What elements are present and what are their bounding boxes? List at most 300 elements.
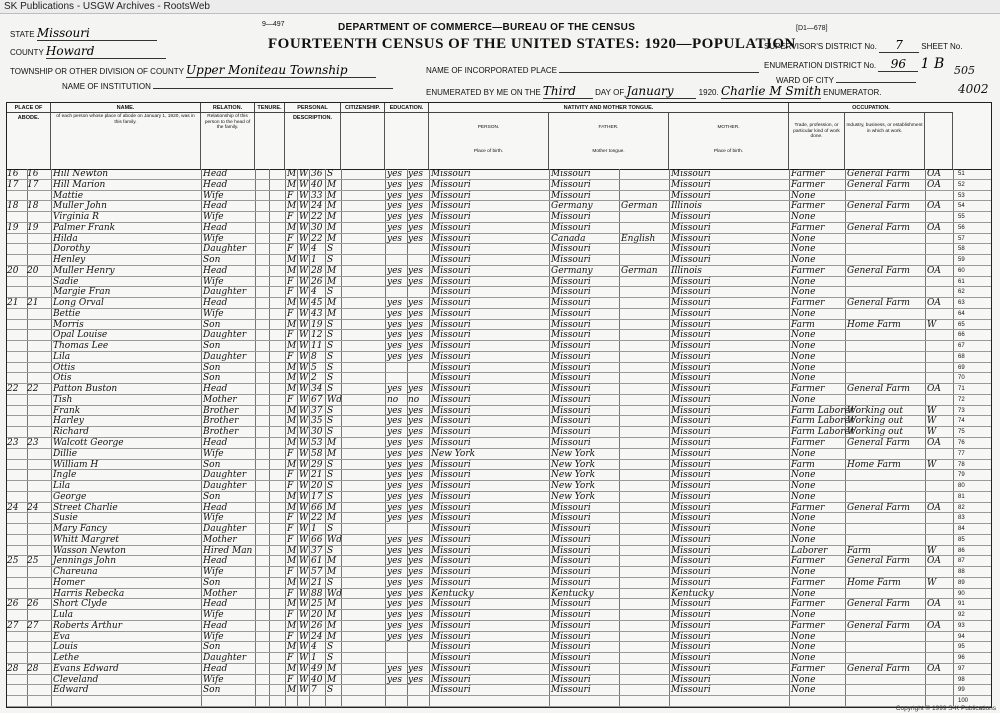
cell-ms: S: [327, 416, 334, 427]
cell-sex: M: [287, 298, 297, 309]
cell-birth: Missouri: [431, 610, 471, 621]
group-tenure: TENURE.: [255, 103, 285, 113]
cell-family: 26: [27, 599, 39, 610]
cell-fbirth: Missouri: [551, 394, 591, 405]
cell-write: yes: [408, 556, 424, 567]
cell-read: yes: [387, 427, 403, 438]
cell-name: Mattie: [53, 190, 84, 201]
cell-mbirth: Missouri: [671, 545, 711, 556]
line-number: 93: [958, 622, 965, 629]
cell-rel: Wife: [203, 190, 224, 201]
cell-birth: Kentucky: [431, 588, 474, 599]
subheader-person: PERSON. Place of birth.: [429, 113, 549, 169]
cell-write: yes: [408, 351, 424, 362]
line-number: 67: [958, 343, 965, 350]
cell-read: yes: [387, 545, 403, 556]
cell-cls: W: [927, 577, 937, 588]
cell-fbirth: Missouri: [551, 212, 591, 223]
cell-read: yes: [387, 201, 403, 212]
cell-fbirth: Missouri: [551, 545, 591, 556]
cell-ms: M: [327, 567, 337, 578]
cell-rel: Wife: [203, 674, 224, 685]
group-education: EDUCATION.: [385, 103, 429, 113]
cell-race: W: [299, 459, 309, 470]
cell-occ: Farmer: [791, 502, 825, 513]
supervisor-value: 7: [879, 38, 919, 53]
cell-read: yes: [387, 233, 403, 244]
cell-ind: Working out: [847, 416, 903, 427]
cell-write: yes: [408, 491, 424, 502]
cell-sex: M: [287, 319, 297, 330]
cell-ms: S: [327, 481, 334, 492]
county-value: Howard: [46, 44, 166, 59]
cell-cls: OA: [927, 169, 941, 179]
cell-read: yes: [387, 599, 403, 610]
cell-name: Dillie: [53, 448, 78, 459]
cell-occ: None: [791, 190, 816, 201]
cell-cls: OA: [927, 438, 941, 448]
cell-mbirth: Missouri: [671, 556, 711, 567]
cell-age: 25: [311, 599, 323, 610]
cell-age: 17: [311, 491, 323, 502]
cell-ms: S: [327, 341, 334, 352]
cell-age: 4: [311, 244, 317, 255]
cell-age: 22: [311, 233, 323, 244]
cell-write: yes: [408, 190, 424, 201]
line-number: 92: [958, 612, 965, 619]
cell-read: yes: [387, 330, 403, 341]
cell-mbirth: Missouri: [671, 222, 711, 233]
cell-rel: Wife: [203, 631, 224, 642]
cell-mbirth: Missouri: [671, 330, 711, 341]
cell-race: W: [299, 438, 309, 448]
table-row: [7, 330, 991, 341]
cell-age: 26: [311, 276, 323, 287]
cell-birth: Missouri: [431, 545, 471, 556]
cell-birth: Missouri: [431, 255, 471, 266]
cell-read: yes: [387, 491, 403, 502]
cell-birth: Missouri: [431, 534, 471, 545]
cell-cls: OA: [927, 265, 941, 276]
cell-name: Harley: [53, 416, 84, 427]
cell-name: Ottis: [53, 362, 76, 373]
cell-sex: M: [287, 642, 297, 653]
cell-race: W: [299, 470, 309, 481]
table-row: [7, 546, 991, 557]
line-number: 54: [958, 203, 965, 210]
cell-ms: S: [327, 351, 334, 362]
cell-occ: None: [791, 212, 816, 223]
cell-fbirth: Missouri: [551, 438, 591, 448]
cell-fbirth: Missouri: [551, 524, 591, 535]
cell-rel: Daughter: [203, 287, 247, 298]
cell-rel: Daughter: [203, 470, 247, 481]
line-number: 84: [958, 526, 965, 533]
line-number: 95: [958, 644, 965, 651]
cell-rel: Head: [203, 384, 228, 395]
cell-age: 88: [311, 588, 323, 599]
group-personal: PERSONAL DESCRIPTION.: [285, 103, 341, 113]
cell-race: W: [299, 190, 309, 201]
cell-mbirth: Missouri: [671, 674, 711, 685]
cell-ms: M: [327, 308, 337, 319]
cell-ms: M: [327, 276, 337, 287]
cell-name: Lila: [53, 351, 71, 362]
line-number: 56: [958, 224, 965, 231]
cell-age: 40: [311, 674, 323, 685]
cell-birth: Missouri: [431, 653, 471, 664]
cell-occ: None: [791, 513, 816, 524]
table-row: [7, 599, 991, 610]
cell-birth: Missouri: [431, 373, 471, 384]
cell-write: yes: [408, 212, 424, 223]
cell-ms: M: [327, 599, 337, 610]
cell-birth: Missouri: [431, 341, 471, 352]
cell-mbirth: Missouri: [671, 394, 711, 405]
cell-sex: F: [287, 674, 294, 685]
cell-name: Chareuna: [53, 567, 98, 578]
cell-age: 67: [311, 394, 323, 405]
cell-fbirth: Missouri: [551, 169, 591, 179]
enumerator-name: Charlie M Smith: [720, 84, 822, 98]
cell-cls: W: [927, 459, 937, 470]
table-row: [7, 427, 991, 438]
cell-read: yes: [387, 448, 403, 459]
cell-rel: Head: [203, 169, 228, 179]
cell-write: yes: [408, 545, 424, 556]
cell-fbirth: Missouri: [551, 427, 591, 438]
line-number: 78: [958, 461, 965, 468]
cell-rel: Hired Man: [203, 545, 253, 556]
cell-write: yes: [408, 179, 424, 190]
cell-age: 37: [311, 545, 323, 556]
cell-write: yes: [408, 481, 424, 492]
table-row: [7, 481, 991, 492]
cell-mbirth: Missouri: [671, 620, 711, 631]
cell-ind: General Farm: [847, 222, 910, 233]
cell-ind: General Farm: [847, 384, 910, 395]
cell-age: 1: [311, 524, 317, 535]
line-number: 99: [958, 687, 965, 694]
cell-name: Susie: [53, 513, 78, 524]
cell-ind: General Farm: [847, 599, 910, 610]
cell-cls: OA: [927, 384, 941, 395]
cell-rel: Brother: [203, 416, 239, 427]
cell-cls: OA: [927, 620, 941, 631]
cell-mbirth: Missouri: [671, 233, 711, 244]
cell-dwelling: 17: [7, 179, 19, 190]
cell-ind: General Farm: [847, 169, 910, 179]
cell-name: Otis: [53, 373, 72, 384]
cell-dwelling: 25: [7, 556, 19, 567]
cell-name: George: [53, 491, 87, 502]
table-row: [7, 287, 991, 298]
cell-mbirth: Missouri: [671, 470, 711, 481]
cell-sex: F: [287, 287, 294, 298]
cell-race: W: [299, 276, 309, 287]
cell-name: Muller John: [53, 201, 107, 212]
cell-birth: Missouri: [431, 362, 471, 373]
cell-sex: M: [287, 685, 297, 696]
cell-occ: Farmer: [791, 201, 825, 212]
cell-read: yes: [387, 416, 403, 427]
cell-rel: Son: [203, 459, 221, 470]
cell-read: yes: [387, 567, 403, 578]
cell-write: yes: [408, 265, 424, 276]
cell-name: Opal Louise: [53, 330, 108, 341]
cell-sex: M: [287, 577, 297, 588]
cell-name: Long Orval: [53, 298, 104, 309]
cell-write: yes: [408, 502, 424, 513]
cell-cls: OA: [927, 298, 941, 309]
cell-mbirth: Illinois: [671, 201, 702, 212]
cell-write: yes: [408, 513, 424, 524]
cell-age: 4: [311, 287, 317, 298]
cell-sex: M: [287, 362, 297, 373]
cell-write: yes: [408, 577, 424, 588]
cell-occ: None: [791, 330, 816, 341]
cell-age: 4: [311, 642, 317, 653]
line-number: 53: [958, 192, 965, 199]
line-number: 73: [958, 407, 965, 414]
line-number: 90: [958, 590, 965, 597]
cell-occ: None: [791, 341, 816, 352]
cell-sex: F: [287, 653, 294, 664]
cell-write: no: [408, 394, 420, 405]
cell-fbirth: Missouri: [551, 513, 591, 524]
cell-mbirth: Missouri: [671, 276, 711, 287]
cell-name: William H: [53, 459, 99, 470]
cell-race: W: [299, 330, 309, 341]
cell-rel: Daughter: [203, 244, 247, 255]
cell-sex: M: [287, 255, 297, 266]
cell-read: yes: [387, 298, 403, 309]
cell-mbirth: Missouri: [671, 577, 711, 588]
cell-ind: General Farm: [847, 265, 910, 276]
cell-sex: F: [287, 233, 294, 244]
cell-read: yes: [387, 620, 403, 631]
cell-mbirth: Missouri: [671, 438, 711, 448]
cell-fbirth: Missouri: [551, 330, 591, 341]
cell-race: W: [299, 556, 309, 567]
line-number: 59: [958, 257, 965, 264]
window-title-bar: [0, 0, 1000, 14]
cell-race: W: [299, 373, 309, 384]
cell-write: yes: [408, 438, 424, 448]
cell-race: W: [299, 513, 309, 524]
cell-age: 20: [311, 481, 323, 492]
cell-fbirth: New York: [551, 448, 596, 459]
cell-age: 11: [311, 341, 323, 352]
cell-race: W: [299, 642, 309, 653]
line-number: 51: [958, 171, 965, 177]
line-number: 75: [958, 429, 965, 436]
line-number: 70: [958, 375, 965, 382]
cell-ms: M: [327, 298, 337, 309]
cell-race: W: [299, 308, 309, 319]
cell-write: yes: [408, 233, 424, 244]
cell-sex: F: [287, 631, 294, 642]
cell-ms: M: [327, 610, 337, 621]
cell-ms: M: [327, 222, 337, 233]
group-name: NAME.: [51, 103, 201, 113]
subheader-father: FATHER. Mother tongue.: [549, 113, 669, 169]
cell-occ: Farmer: [791, 222, 825, 233]
cell-read: yes: [387, 674, 403, 685]
cell-read: yes: [387, 577, 403, 588]
cell-occ: None: [791, 674, 816, 685]
cell-ms: M: [327, 674, 337, 685]
cell-occ: Farm: [791, 459, 815, 470]
cell-age: 1: [311, 653, 317, 664]
cell-write: yes: [408, 276, 424, 287]
cell-fbirth: Missouri: [551, 685, 591, 696]
cell-family: 27: [27, 620, 39, 631]
cell-sex: M: [287, 169, 297, 179]
cell-cls: OA: [927, 502, 941, 513]
cell-write: yes: [408, 663, 424, 674]
cell-write: yes: [408, 308, 424, 319]
cell-age: 49: [311, 663, 323, 674]
census-sheet-inner: [6, 18, 992, 708]
cell-rel: Wife: [203, 308, 224, 319]
cell-write: yes: [408, 298, 424, 309]
cell-occ: Farmer: [791, 577, 825, 588]
cell-race: W: [299, 674, 309, 685]
cell-fbirth: Germany: [551, 265, 593, 276]
cell-sex: F: [287, 330, 294, 341]
cell-ms: S: [327, 577, 334, 588]
cell-occ: None: [791, 481, 816, 492]
line-number: 100: [958, 698, 969, 705]
ward-field: WARD OF CITY: [776, 76, 916, 85]
cell-ms: M: [327, 179, 337, 190]
cell-birth: Missouri: [431, 438, 471, 448]
cell-fbirth: Missouri: [551, 362, 591, 373]
cell-occ: None: [791, 233, 816, 244]
cell-ind: General Farm: [847, 556, 910, 567]
cell-age: 36: [311, 169, 323, 179]
cell-occ: None: [791, 351, 816, 362]
cell-ms: Wd: [327, 588, 343, 599]
line-number: 98: [958, 676, 965, 683]
cell-family: 19: [27, 222, 39, 233]
cell-sex: M: [287, 405, 297, 416]
cell-race: W: [299, 222, 309, 233]
cell-name: Henley: [53, 255, 86, 266]
line-number: 71: [958, 386, 965, 393]
table-row: [7, 309, 991, 320]
cell-age: 1: [311, 255, 317, 266]
cell-mbirth: Missouri: [671, 244, 711, 255]
cell-write: yes: [408, 416, 424, 427]
cell-race: W: [299, 588, 309, 599]
subheader-mother: MOTHER. Place of birth.: [669, 113, 789, 169]
cell-mbirth: Missouri: [671, 481, 711, 492]
cell-birth: Missouri: [431, 620, 471, 631]
cell-birth: Missouri: [431, 244, 471, 255]
cell-ms: S: [327, 362, 334, 373]
cell-race: W: [299, 169, 309, 179]
cell-fbirth: New York: [551, 459, 596, 470]
cell-sex: F: [287, 244, 294, 255]
cell-read: yes: [387, 588, 403, 599]
cell-occ: None: [791, 287, 816, 298]
cell-race: W: [299, 599, 309, 610]
cell-occ: None: [791, 255, 816, 266]
line-number: 83: [958, 515, 965, 522]
cell-race: W: [299, 631, 309, 642]
cell-ms: S: [327, 524, 334, 535]
cell-age: 58: [311, 448, 323, 459]
cell-name: Cleveland: [53, 674, 99, 685]
cell-name: Lila: [53, 481, 71, 492]
cell-read: yes: [387, 438, 403, 448]
cell-name: Hill Newton: [53, 169, 109, 179]
cell-rel: Head: [203, 663, 228, 674]
cell-sex: F: [287, 588, 294, 599]
cell-occ: Laborer: [791, 545, 828, 556]
cell-birth: Missouri: [431, 481, 471, 492]
cell-age: 22: [311, 212, 323, 223]
group-nativity: NATIVITY AND MOTHER TONGUE.: [429, 103, 789, 113]
cell-dwelling: 27: [7, 620, 19, 631]
cell-fbirth: Missouri: [551, 599, 591, 610]
cell-rel: Head: [203, 438, 228, 448]
cell-read: yes: [387, 610, 403, 621]
cell-rel: Son: [203, 255, 221, 266]
cell-write: yes: [408, 534, 424, 545]
cell-write: yes: [408, 610, 424, 621]
cell-age: 21: [311, 577, 323, 588]
cell-race: W: [299, 362, 309, 373]
enum-district-value: 96: [878, 57, 918, 72]
line-number: 87: [958, 558, 965, 565]
cell-cls: OA: [927, 599, 941, 610]
cell-ms: M: [327, 620, 337, 631]
line-number: 89: [958, 579, 965, 586]
cell-birth: Missouri: [431, 663, 471, 674]
cell-name: Margie Fran: [53, 287, 111, 298]
cell-ms: S: [327, 287, 334, 298]
cell-ms: Wd: [327, 394, 343, 405]
cell-occ: None: [791, 394, 816, 405]
table-row: [7, 255, 991, 266]
cell-fbirth: Kentucky: [551, 588, 594, 599]
cell-rel: Daughter: [203, 524, 247, 535]
cell-sex: F: [287, 351, 294, 362]
cell-rel: Son: [203, 362, 221, 373]
column-header: [7, 103, 991, 170]
state-value: Missouri: [37, 26, 157, 41]
cell-age: 30: [311, 222, 323, 233]
line-number: 77: [958, 450, 965, 457]
cell-write: yes: [408, 674, 424, 685]
cell-name: Whitt Margret: [53, 534, 119, 545]
cell-dwelling: 23: [7, 438, 19, 448]
cell-dwelling: 26: [7, 599, 19, 610]
cell-rel: Head: [203, 298, 228, 309]
cell-ms: S: [327, 653, 334, 664]
cell-fbirth: Missouri: [551, 610, 591, 621]
cell-mbirth: Missouri: [671, 351, 711, 362]
cell-name: Jennings John: [53, 556, 117, 567]
cell-dwelling: 24: [7, 502, 19, 513]
cell-birth: Missouri: [431, 298, 471, 309]
cell-cls: W: [927, 416, 937, 427]
cell-ms: M: [327, 556, 337, 567]
cell-sex: M: [287, 201, 297, 212]
